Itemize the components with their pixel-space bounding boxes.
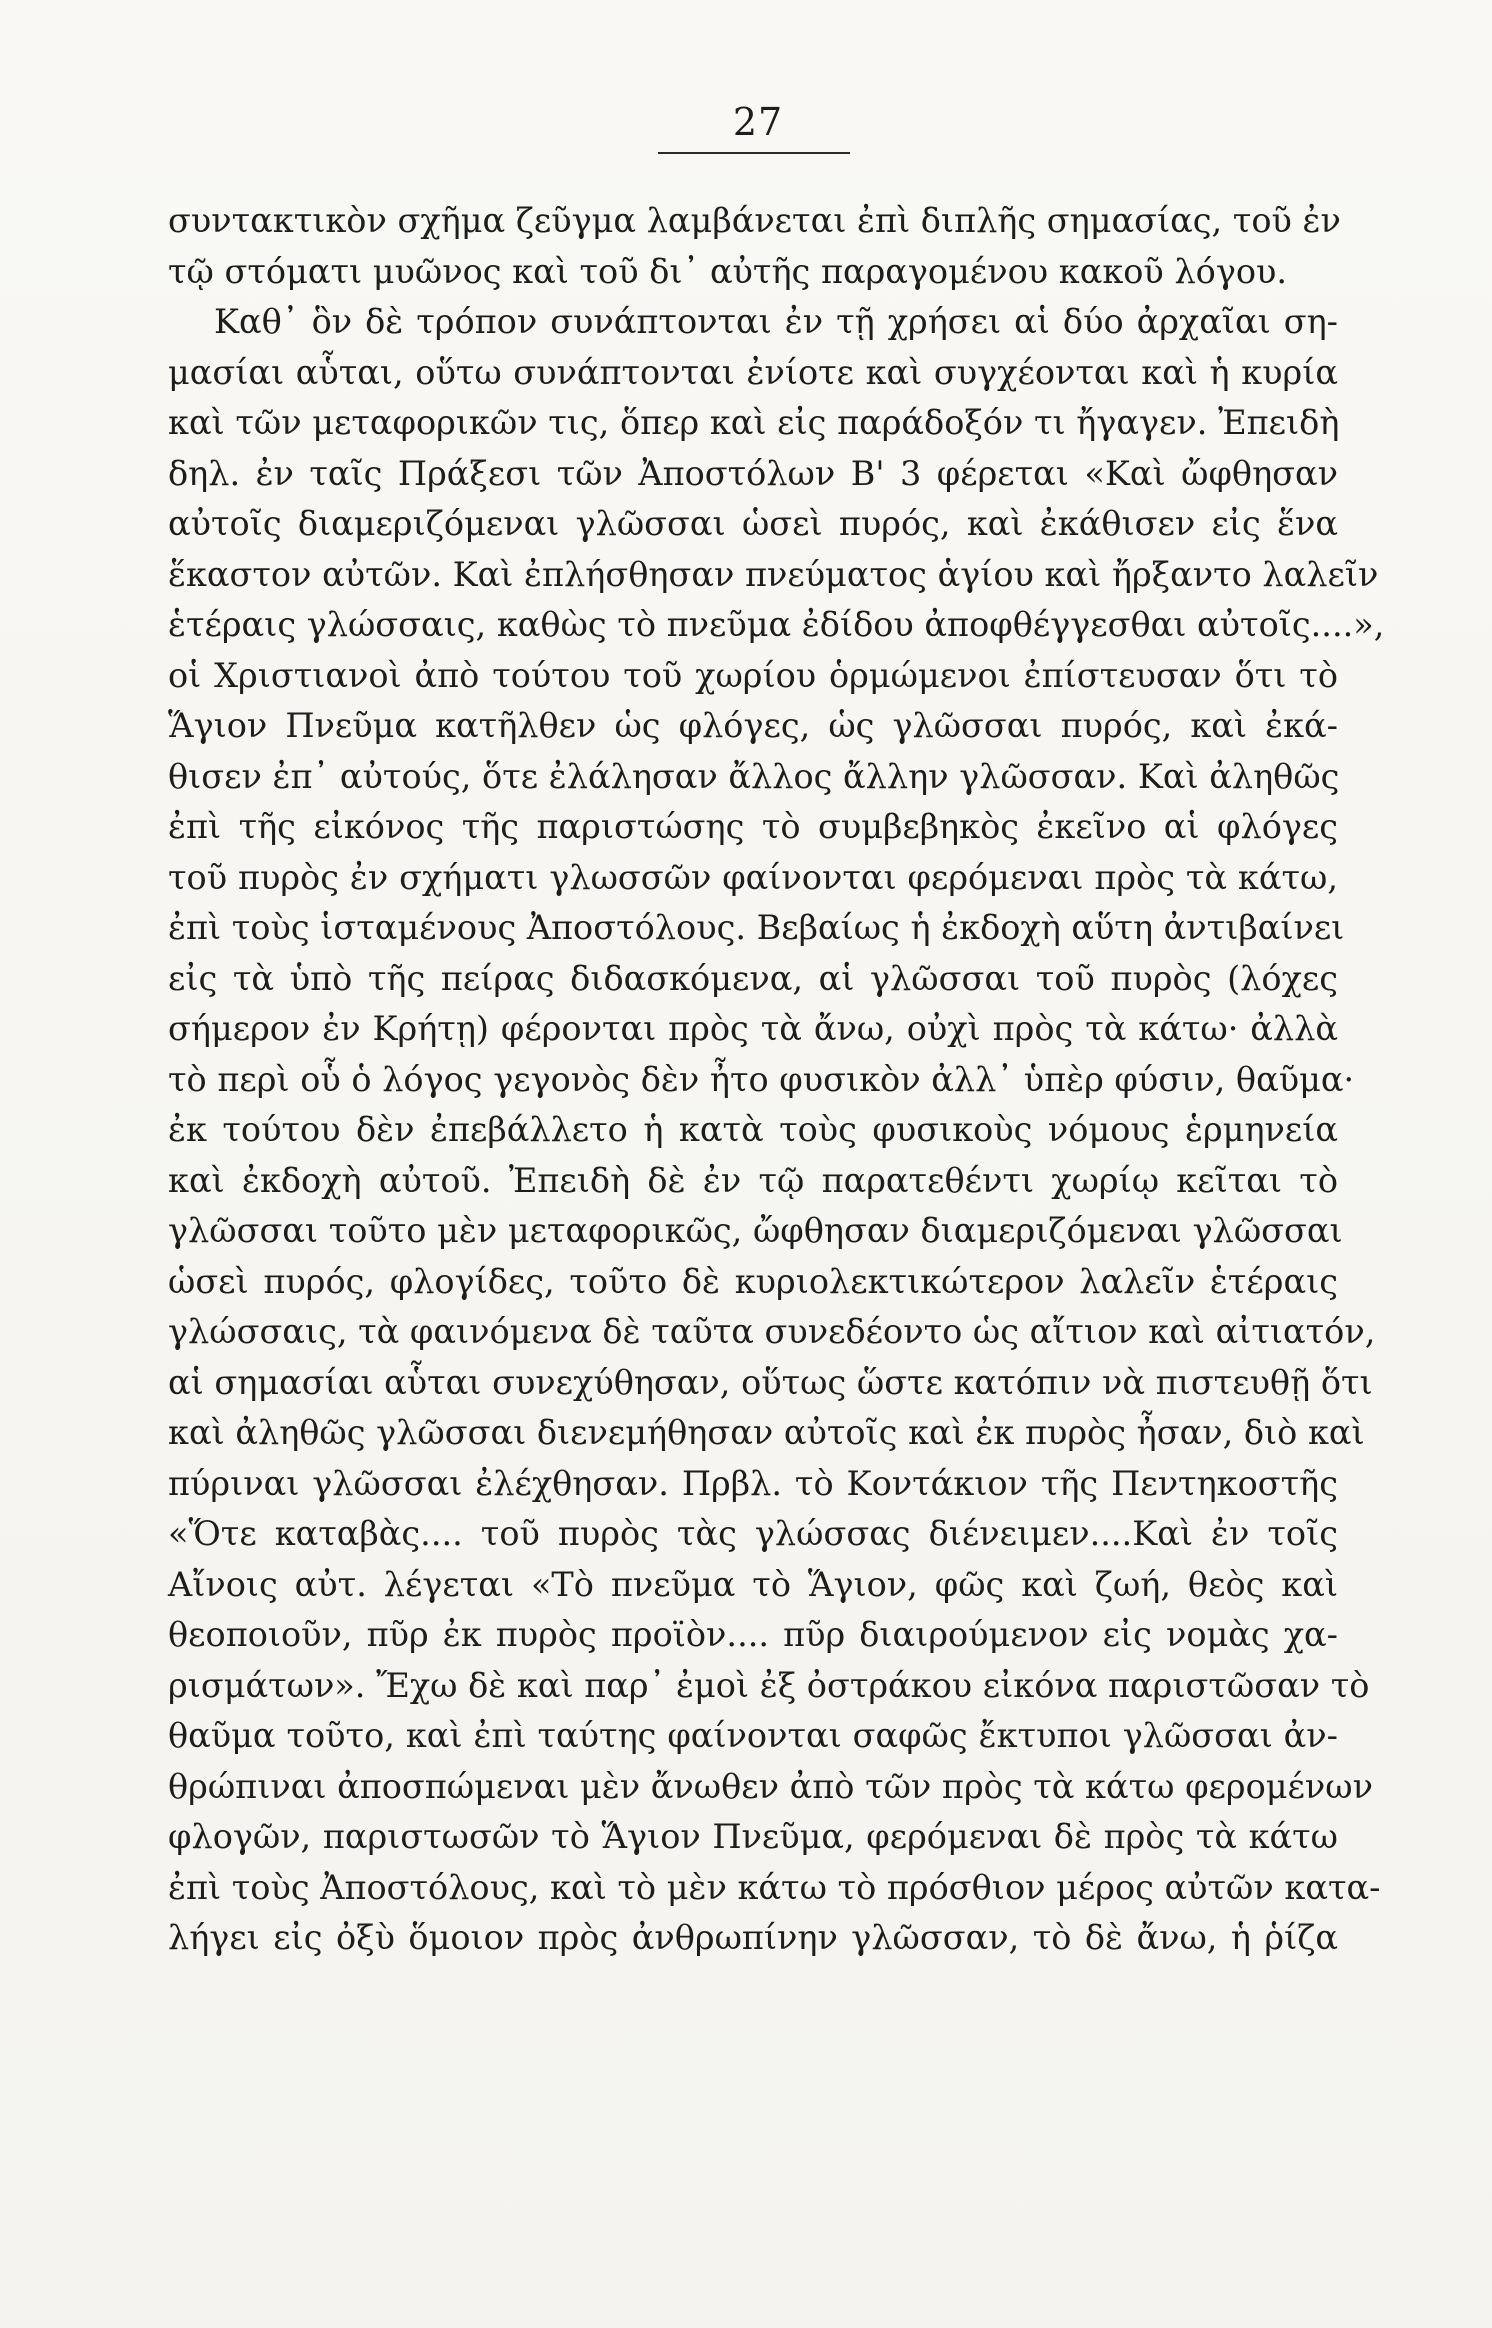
text-line: τὸ περὶ οὗ ὁ λόγος γεγονὸς δὲν ἦτο φυσικὸν ἀλλ᾽ ὑπὲρ φύσιν, θαῦμα·	[168, 1059, 1355, 1099]
text-line: ρισμάτων». Ἔχω δὲ καὶ παρ᾽ ἐμοὶ ἐξ ὀστράκου εἰκόνα παριστῶσαν τὸ	[168, 1665, 1370, 1705]
text-line: σήμερον ἐν Κρήτῃ) φέρονται πρὸς τὰ ἄνω, οὐχὶ πρὸς τὰ κάτω· ἀλλὰ	[168, 1009, 1338, 1048]
body-text	[168, 196, 1385, 1964]
text-line: τοῦ πυρὸς ἐν σχήματι γλωσσῶν φαίνονται φερόμεναι πρὸς τὰ κάτω,	[168, 857, 1338, 897]
text-line: θισεν ἐπ᾽ αὐτούς, ὅτε ἐλάλησαν ἄλλος ἄλλην γλῶσσαν. Καὶ ἀληθῶς	[168, 756, 1340, 796]
text-line: «Ὅτε καταβὰς.... τοῦ πυρὸς τὰς γλώσσας διένειμεν....Καὶ ἐν τοῖς	[168, 1514, 1338, 1553]
header-rule	[658, 152, 850, 154]
text-line: συντακτικὸν σχῆμα ζεῦγμα λαμβάνεται ἐπὶ διπλῆς σημασίας, τοῦ ἐν	[168, 201, 1341, 240]
text-line: μασίαι αὗται, οὕτω συνάπτονται ἐνίοτε καὶ συγχέονται καὶ ἡ κυρία	[168, 352, 1338, 392]
text-line: αἱ σημασίαι αὗται συνεχύθησαν, οὕτως ὥστε κατόπιν νὰ πιστευθῇ ὅτι	[168, 1362, 1373, 1402]
text-line: φλογῶν, παριστωσῶν τὸ Ἅγιον Πνεῦμα, φερόμεναι δὲ πρὸς τὰ κάτω	[168, 1817, 1338, 1856]
text-line: καὶ τῶν μεταφορικῶν τις, ὅπερ καὶ εἰς παράδοξόν τι ἤγαγεν. Ἐπειδὴ	[168, 403, 1340, 442]
text-line: γλῶσσαι τοῦτο μὲν μεταφορικῶς, ὤφθησαν διαμεριζόμεναι γλῶσσαι	[168, 1211, 1343, 1250]
text-line: γλώσσαις, τὰ φαινόμενα δὲ ταῦτα συνεδέοντο ὡς αἴτιον καὶ αἰτιατόν,	[168, 1312, 1376, 1351]
text-line: καὶ ἀληθῶς γλῶσσαι διενεμήθησαν αὐτοῖς καὶ ἐκ πυρὸς ἦσαν, διὸ καὶ	[168, 1413, 1365, 1452]
text-line: ἕκαστον αὐτῶν. Καὶ ἐπλήσθησαν πνεύματος ἁγίου καὶ ἤρξαντο λαλεῖν	[168, 554, 1379, 594]
text-line: οἱ Χριστιανοὶ ἀπὸ τούτου τοῦ χωρίου ὁρμώμενοι ἐπίστευσαν ὅτι τὸ	[168, 655, 1338, 695]
text-line: ἐπὶ τοὺς Ἀποστόλους, καὶ τὸ μὲν κάτω τὸ πρόσθιον μέρος αὐτῶν κατα-	[168, 1867, 1381, 1907]
text-line: θεοποιοῦν, πῦρ ἐκ πυρὸς προϊὸν.... πῦρ διαιρούμενον εἰς νομὰς χα-	[168, 1615, 1338, 1654]
text-line: Καθ᾽ ὃν δὲ τρόπον συνάπτονται ἐν τῇ χρήσει αἱ δύο ἀρχαῖαι ση-	[214, 302, 1338, 341]
text-line: θαῦμα τοῦτο, καὶ ἐπὶ ταύτης φαίνονται σαφῶς ἔκτυποι γλῶσσαι ἀν-	[168, 1716, 1338, 1755]
text-line: ἐπὶ τῆς εἰκόνος τῆς παριστώσης τὸ συμβεβηκὸς ἐκεῖνο αἱ φλόγες	[168, 807, 1338, 846]
text-line: ἑτέραις γλώσσαις, καθὼς τὸ πνεῦμα ἐδίδου ἀποφθέγγεσθαι αὐτοῖς....»,	[168, 605, 1385, 644]
text-line: τῷ στόματι μυῶνος καὶ τοῦ δι᾽ αὐτῆς παραγομένου κακοῦ λόγου.	[168, 251, 1288, 291]
text-line: καὶ ἐκδοχὴ αὐτοῦ. Ἐπειδὴ δὲ ἐν τῷ παρατεθέντι χωρίῳ κεῖται τὸ	[168, 1160, 1338, 1200]
text-line: ὡσεὶ πυρός, φλογίδες, τοῦτο δὲ κυριολεκτικώτερον λαλεῖν ἑτέραις	[168, 1261, 1338, 1301]
text-line: ἐπὶ τοὺς ἱσταμένους Ἀποστόλους. Βεβαίως ἡ ἐκδοχὴ αὕτη ἀντιβαίνει	[168, 908, 1345, 947]
text-line: Ἅγιον Πνεῦμα κατῆλθεν ὡς φλόγες, ὡς γλῶσσαι πυρός, καὶ ἐκά-	[168, 706, 1338, 745]
text-line: λήγει εἰς ὀξὺ ὅμοιον πρὸς ἀνθρωπίνην γλῶσσαν, τὸ δὲ ἄνω, ἡ ῥίζα	[168, 1918, 1338, 1957]
text-line: Αἴνοις αὐτ. λέγεται «Τὸ πνεῦμα τὸ Ἅγιον, φῶς καὶ ζωή, θεὸς καὶ	[168, 1564, 1338, 1604]
text-line: εἰς τὰ ὑπὸ τῆς πείρας διδασκόμενα, αἱ γλῶσσαι τοῦ πυρὸς (λόχες	[168, 958, 1338, 998]
text-line: θρώπιναι ἀποσπώμεναι μὲν ἄνωθεν ἀπὸ τῶν πρὸς τὰ κάτω φερομένων	[168, 1766, 1373, 1806]
text-line: ἐκ τούτου δὲν ἐπεβάλλετο ἡ κατὰ τοὺς φυσικοὺς νόμους ἑρμηνεία	[168, 1110, 1338, 1149]
text-line: πύριναι γλῶσσαι ἐλέχθησαν. Πρβλ. τὸ Κοντάκιον τῆς Πεντηκοστῆς	[168, 1463, 1338, 1503]
text-line: δηλ. ἐν ταῖς Πράξεσι τῶν Ἀποστόλων Β' 3 φέρεται «Καὶ ὤφθησαν	[168, 453, 1338, 493]
text-line: αὐτοῖς διαμεριζόμεναι γλῶσσαι ὡσεὶ πυρός, καὶ ἐκάθισεν εἰς ἕνα	[168, 504, 1338, 543]
page-number: 27	[732, 100, 784, 144]
